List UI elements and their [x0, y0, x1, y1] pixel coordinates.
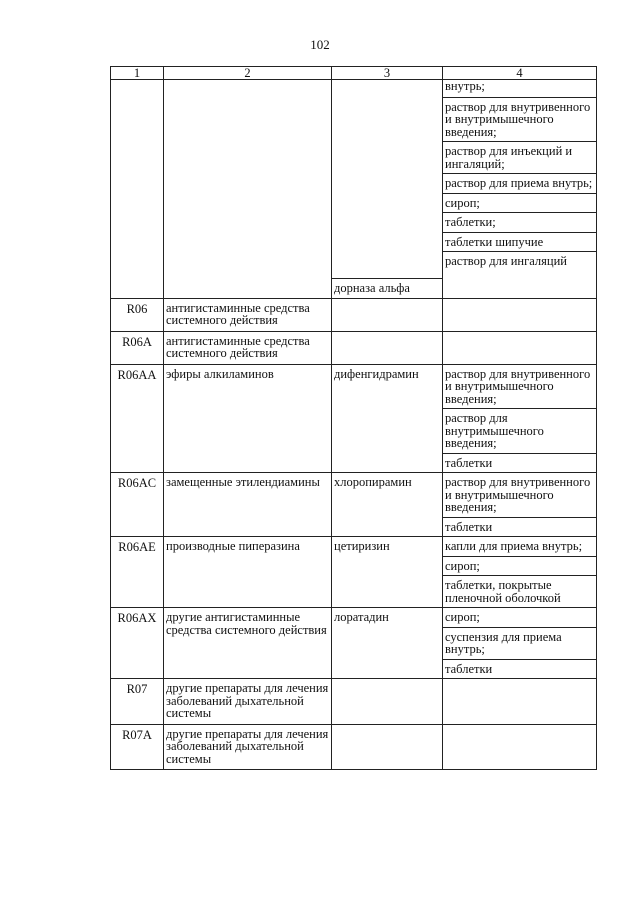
dosage-form: таблетки [443, 453, 596, 473]
dosage-form: раствор для внутривенного и внутримышечного введения; [445, 475, 591, 514]
inn-spacer [332, 80, 442, 278]
dosage-form: таблетки [443, 517, 596, 537]
atc-code: R07A [111, 724, 164, 770]
dosage-form: раствор для внутримышечного введения; [443, 408, 596, 453]
group-name: эфиры алкиламинов [164, 364, 332, 473]
column-header: 4 [443, 67, 597, 80]
group-name: другие препараты для лечения заболеваний дыхательной системы [164, 724, 332, 770]
group-name: антигистаминные средства системного действия [164, 298, 332, 331]
dosage-form: раствор для внутривенного и внутримышечного введения; [445, 366, 591, 406]
group-name-cell [164, 80, 332, 299]
column-header: 3 [332, 67, 443, 80]
atc-code: R06A [111, 331, 164, 364]
dosage-form: таблетки шипучие [443, 232, 596, 252]
dosage-form: таблетки [443, 659, 596, 679]
dosage-form: капли для приема внутрь; [445, 539, 583, 553]
table-row [111, 724, 597, 770]
dosage-forms-cell [443, 537, 597, 608]
group-name: производные пиперазина [164, 537, 332, 608]
table-row [111, 679, 597, 725]
inn-name: дорназа альфа [332, 278, 442, 298]
inn-name: хлоропирамин [332, 473, 443, 537]
group-name: другие препараты для лечения заболеваний дыхательной системы [164, 679, 332, 725]
atc-code: R06AE [111, 537, 164, 608]
group-name: замещенные этилендиамины [164, 473, 332, 537]
dosage-forms-cell [443, 679, 597, 725]
group-name: антигистаминные средства системного действия [164, 331, 332, 364]
inn-cell [332, 724, 443, 770]
atc-code-cell [111, 80, 164, 299]
page-number: 102 [310, 37, 330, 52]
table-row [111, 537, 597, 608]
inn-cell [332, 80, 443, 299]
dosage-forms-cell [443, 608, 597, 679]
column-header: 1 [111, 67, 164, 80]
atc-code: R06 [111, 298, 164, 331]
dosage-form: раствор для ингаляций [443, 251, 596, 271]
inn-cell [332, 331, 443, 364]
dosage-forms-cell [443, 473, 597, 537]
inn-name: лоратадин [332, 608, 443, 679]
dosage-form: суспензия для приема внутрь; [443, 627, 596, 659]
drug-table [110, 66, 597, 770]
table-row [111, 80, 597, 299]
inn-name: цетиризин [332, 537, 443, 608]
dosage-forms-cell [443, 331, 597, 364]
inn-cell [332, 679, 443, 725]
dosage-form: сироп; [445, 610, 480, 624]
dosage-form: сироп; [443, 556, 596, 576]
dosage-form: таблетки, покрытые пленочной оболочкой [443, 575, 596, 607]
dosage-forms-cell [443, 80, 597, 299]
dosage-form: раствор для приема внутрь; [443, 173, 596, 193]
atc-code: R06AC [111, 473, 164, 537]
dosage-forms-cell [443, 724, 597, 770]
table-row [111, 608, 597, 679]
table-row [111, 364, 597, 473]
dosage-form: сироп; [443, 193, 596, 213]
group-name: другие антигистаминные средства системного действия [164, 608, 332, 679]
dosage-form: раствор для инъекций и ингаляций; [443, 141, 596, 173]
table-row [111, 298, 597, 331]
column-header: 2 [164, 67, 332, 80]
table-row [111, 331, 597, 364]
inn-cell [332, 298, 443, 331]
atc-code: R06AA [111, 364, 164, 473]
dosage-form: внутрь; [445, 79, 485, 93]
column-header-row [111, 67, 597, 80]
table-row [111, 473, 597, 537]
dosage-forms-cell [443, 364, 597, 473]
inn-name: дифенгидрамин [332, 364, 443, 473]
atc-code: R06AX [111, 608, 164, 679]
dosage-form: таблетки; [443, 212, 596, 232]
dosage-forms-cell [443, 298, 597, 331]
dosage-form: раствор для внутривенного и внутримышечного введения; [443, 97, 596, 142]
atc-code: R07 [111, 679, 164, 725]
